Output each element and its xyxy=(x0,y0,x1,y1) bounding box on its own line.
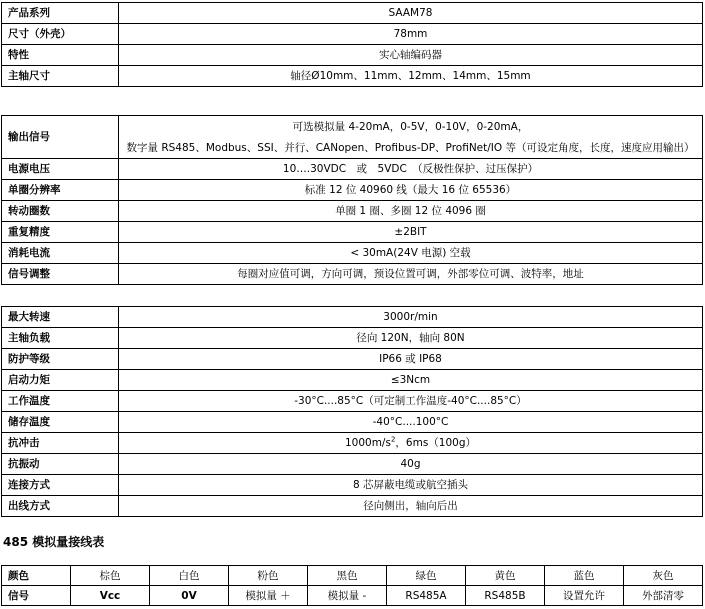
spec-value-superscript: 2 xyxy=(390,435,396,444)
mechanical-row-5 xyxy=(2,412,703,433)
spec-value: 实心轴编码器 xyxy=(119,45,703,66)
electrical-row-3 xyxy=(2,201,703,222)
spec-label: 重复精度 xyxy=(2,222,119,243)
general-row-3 xyxy=(2,66,703,87)
mechanical-row-4 xyxy=(2,391,703,412)
mechanical-row-2 xyxy=(2,349,703,370)
spec-table-general xyxy=(1,2,703,87)
spec-value: 8 芯屏蔽电缆或航空插头 xyxy=(119,475,703,496)
electrical-row-4 xyxy=(2,222,703,243)
spec-label: 产品系列 xyxy=(2,3,119,24)
spec-value: 径向 120N，轴向 80N xyxy=(119,328,703,349)
spec-label: 主轴尺寸 xyxy=(2,66,119,87)
general-row-0 xyxy=(2,3,703,24)
spec-value-main: 1000m/s xyxy=(344,437,391,449)
wire-signal-cell: Vcc xyxy=(71,586,150,606)
wiring-row-signals xyxy=(2,586,703,606)
spec-value: ≤3Ncm xyxy=(119,370,703,391)
spec-value: IP66 或 IP68 xyxy=(119,349,703,370)
spec-value: ±2BIT xyxy=(119,222,703,243)
spec-label: 输出信号 xyxy=(2,116,119,159)
spec-value: 78mm xyxy=(119,24,703,45)
spec-table-electrical xyxy=(1,115,703,285)
spec-label: 特性 xyxy=(2,45,119,66)
spec-label: 电源电压 xyxy=(2,159,119,180)
wire-color-cell: 黑色 xyxy=(308,566,387,586)
wiring-section-title: 485 模拟量接线表 xyxy=(3,535,105,549)
wire-color-cell: 黄色 xyxy=(466,566,545,586)
spec-label: 单圈分辨率 xyxy=(2,180,119,201)
wire-signal-cell: RS485A xyxy=(387,586,466,606)
spec-label: 消耗电流 xyxy=(2,243,119,264)
general-row-2 xyxy=(2,45,703,66)
mechanical-row-9 xyxy=(2,496,703,517)
electrical-row-1 xyxy=(2,159,703,180)
wire-color-cell: 灰色 xyxy=(624,566,703,586)
spec-label: 抗冲击 xyxy=(2,433,119,454)
wire-color-cell: 蓝色 xyxy=(545,566,624,586)
spec-label: 储存温度 xyxy=(2,412,119,433)
spec-value: 3000r/min xyxy=(119,307,703,328)
spec-value: 标准 12 位 40960 线（最大 16 位 65536） xyxy=(119,180,703,201)
spec-table-mechanical xyxy=(1,306,703,517)
wire-signal-cell: 外部清零 xyxy=(624,586,703,606)
mechanical-row-7 xyxy=(2,454,703,475)
spec-value: 每圈对应值可调，方向可调，预设位置可调，外部零位可调、波特率，地址 xyxy=(119,264,703,285)
spec-label: 启动力矩 xyxy=(2,370,119,391)
spec-value: < 30mA(24V 电源) 空载 xyxy=(119,243,703,264)
spec-value xyxy=(119,116,703,159)
spec-label: 最大转速 xyxy=(2,307,119,328)
spec-value: 径向侧出，轴向后出 xyxy=(119,496,703,517)
spec-value xyxy=(119,433,703,454)
wire-signal-cell: 模拟量 - xyxy=(308,586,387,606)
mechanical-row-1 xyxy=(2,328,703,349)
mechanical-row-8 xyxy=(2,475,703,496)
spec-value: 10….30VDC 或 5VDC （反极性保护、过压保护） xyxy=(119,159,703,180)
wire-color-cell: 棕色 xyxy=(71,566,150,586)
spec-label: 出线方式 xyxy=(2,496,119,517)
spec-value: SAAM78 xyxy=(119,3,703,24)
spec-value: 40g xyxy=(119,454,703,475)
mechanical-row-6 xyxy=(2,433,703,454)
wiring-color-label: 颜色 xyxy=(2,566,71,586)
spec-label: 抗振动 xyxy=(2,454,119,475)
wiring-table xyxy=(1,565,703,606)
wiring-row-colors xyxy=(2,566,703,586)
spec-label: 转动圈数 xyxy=(2,201,119,222)
electrical-row-0 xyxy=(2,116,703,159)
spec-value: -30°C....85°C（可定制工作温度-40°C....85°C） xyxy=(119,391,703,412)
wire-signal-cell: 模拟量 ＋ xyxy=(229,586,308,606)
spec-label: 连接方式 xyxy=(2,475,119,496)
wiring-signal-label: 信号 xyxy=(2,586,71,606)
mechanical-row-0 xyxy=(2,307,703,328)
electrical-row-2 xyxy=(2,180,703,201)
wire-signal-cell: 设置允许 xyxy=(545,586,624,606)
spec-label: 尺寸（外壳） xyxy=(2,24,119,45)
wire-signal-cell: 0V xyxy=(150,586,229,606)
spec-label: 工作温度 xyxy=(2,391,119,412)
spec-value-line: 可选模拟量 4-20mA，0-5V，0-10V，0-20mA， xyxy=(292,120,529,133)
wire-color-cell: 白色 xyxy=(150,566,229,586)
spec-value-line: 数字量 RS485、Modbus、SSI、并行、CANopen、Profibus-DP、ProfiNet/IO 等（可设定角度，长度，速度应用输出） xyxy=(126,141,695,154)
spec-label: 主轴负载 xyxy=(2,328,119,349)
wire-color-cell: 绿色 xyxy=(387,566,466,586)
spec-value: 单圈 1 圈、多圈 12 位 4096 圈 xyxy=(119,201,703,222)
spec-value: 轴径Ø10mm、11mm、12mm、14mm、15mm xyxy=(119,66,703,87)
spec-label: 防护等级 xyxy=(2,349,119,370)
wire-signal-cell: RS485B xyxy=(466,586,545,606)
electrical-row-6 xyxy=(2,264,703,285)
spec-label: 信号调整 xyxy=(2,264,119,285)
spec-value-tail: ，6ms（100g） xyxy=(395,437,477,449)
electrical-row-5 xyxy=(2,243,703,264)
spec-value: -40°C....100°C xyxy=(119,412,703,433)
general-row-1 xyxy=(2,24,703,45)
mechanical-row-3 xyxy=(2,370,703,391)
wire-color-cell: 粉色 xyxy=(229,566,308,586)
